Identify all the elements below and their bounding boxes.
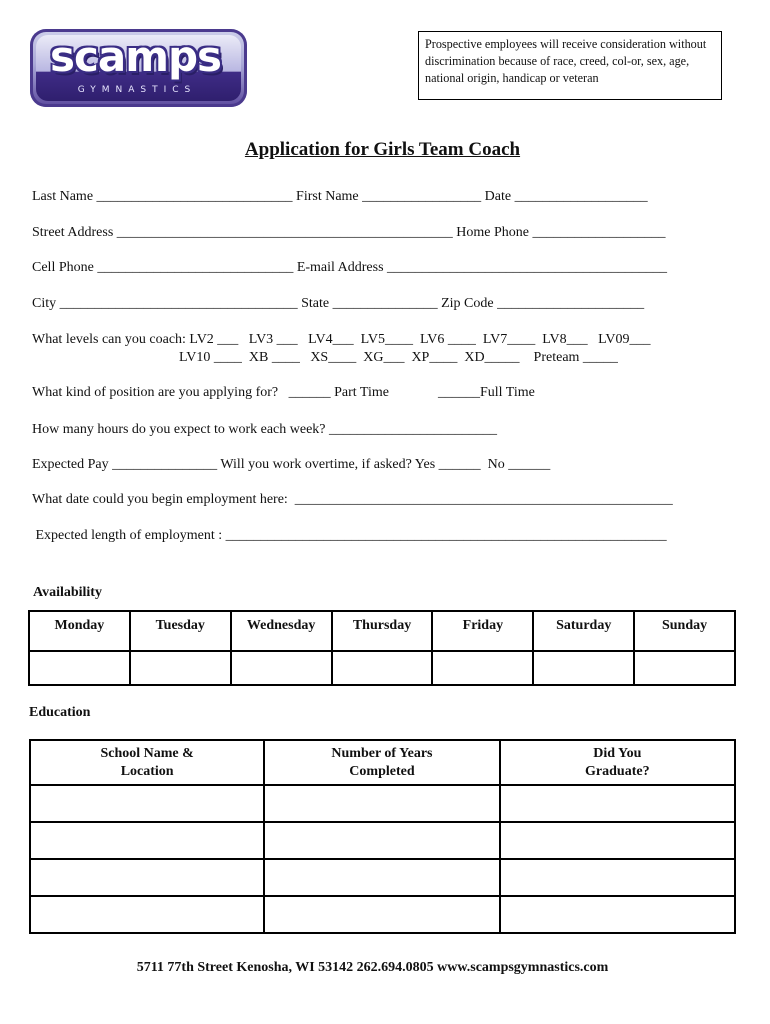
name-date-line[interactable]: Last Name ____________________________ First Name _________________ Date ___________________ — [32, 189, 648, 204]
day-header-monday: Monday — [29, 611, 130, 651]
school-cell[interactable] — [30, 896, 264, 933]
day-header-thursday: Thursday — [332, 611, 433, 651]
education-row — [30, 822, 735, 859]
levels-line-2[interactable]: LV10 ____ XB ____ XS____ XG___ XP____ XD_____ Preteam _____ — [32, 350, 618, 365]
graduated-cell[interactable] — [500, 785, 735, 822]
graduated-header-line1: Did You — [593, 746, 642, 761]
footer-contact: 5711 77th Street Kenosha, WI 53142 262.694.0805 www.scampsgymnastics.com — [136, 960, 609, 975]
school-name-header-line1: School Name & — [100, 746, 194, 761]
graduated-cell[interactable] — [500, 859, 735, 896]
years-completed-header-line1: Number of Years — [331, 746, 433, 761]
availability-cell-saturday[interactable] — [533, 651, 634, 685]
years-cell[interactable] — [264, 859, 499, 896]
school-cell[interactable] — [30, 859, 264, 896]
school-name-header-line2: Location — [120, 764, 174, 779]
school-name-header — [30, 740, 264, 785]
availability-cell-tuesday[interactable] — [130, 651, 231, 685]
years-cell[interactable] — [264, 822, 499, 859]
day-header-tuesday: Tuesday — [130, 611, 231, 651]
years-cell[interactable] — [264, 785, 499, 822]
years-completed-header — [264, 740, 499, 785]
graduated-cell[interactable] — [500, 896, 735, 933]
graduated-cell[interactable] — [500, 822, 735, 859]
start-date-line[interactable]: What date could you begin employment here: ______________________________________________________ — [32, 492, 673, 507]
availability-cell-thursday[interactable] — [332, 651, 433, 685]
city-state-zip-line[interactable]: City __________________________________ State _______________ Zip Code _____________________ — [32, 296, 645, 311]
logo-wordmark: scamps — [49, 32, 222, 81]
years-completed-header-line2: Completed — [349, 764, 415, 779]
scamps-logo — [30, 29, 247, 107]
logo-subtitle: GYMNASTICS — [77, 85, 197, 95]
availability-cell-friday[interactable] — [432, 651, 533, 685]
day-header-sunday: Sunday — [634, 611, 735, 651]
day-header-saturday: Saturday — [533, 611, 634, 651]
education-row — [30, 859, 735, 896]
school-cell[interactable] — [30, 822, 264, 859]
education-row — [30, 896, 735, 933]
levels-line-1[interactable]: What levels can you coach: LV2 ___ LV3 ___ LV4___ LV5____ LV6 ____ LV7____ LV8___ LV09___ — [32, 332, 651, 347]
nondiscrimination-notice: Prospective employees will receive consideration without discrimination because of race, creed, col-or, sex, age, national origin, handicap or veteran — [418, 31, 722, 100]
graduated-header — [500, 740, 735, 785]
cell-email-line[interactable]: Cell Phone ____________________________ E-mail Address ________________________________________ — [32, 260, 668, 275]
availability-cell-monday[interactable] — [29, 651, 130, 685]
education-row — [30, 785, 735, 822]
day-header-wednesday: Wednesday — [231, 611, 332, 651]
address-phone-line[interactable]: Street Address ________________________________________________ Home Phone ___________________ — [32, 225, 666, 240]
position-type-line[interactable]: What kind of position are you applying for? ______ Part Time ______Full Time — [32, 385, 535, 400]
education-heading: Education — [29, 705, 91, 720]
hours-line[interactable]: How many hours do you expect to work each week? ________________________ — [32, 422, 498, 437]
day-header-friday: Friday — [432, 611, 533, 651]
availability-cell-wednesday[interactable] — [231, 651, 332, 685]
education-table — [29, 739, 736, 934]
employment-length-line[interactable]: Expected length of employment : _______________________________________________________________ — [32, 528, 667, 543]
pay-overtime-line[interactable]: Expected Pay _______________ Will you work overtime, if asked? Yes ______ No ______ — [32, 457, 551, 472]
page-title: Application for Girls Team Coach — [244, 139, 521, 160]
availability-cell-sunday[interactable] — [634, 651, 735, 685]
years-cell[interactable] — [264, 896, 499, 933]
availability-table — [28, 610, 736, 686]
graduated-header-line2: Graduate? — [585, 764, 650, 779]
availability-heading: Availability — [33, 585, 102, 600]
school-cell[interactable] — [30, 785, 264, 822]
